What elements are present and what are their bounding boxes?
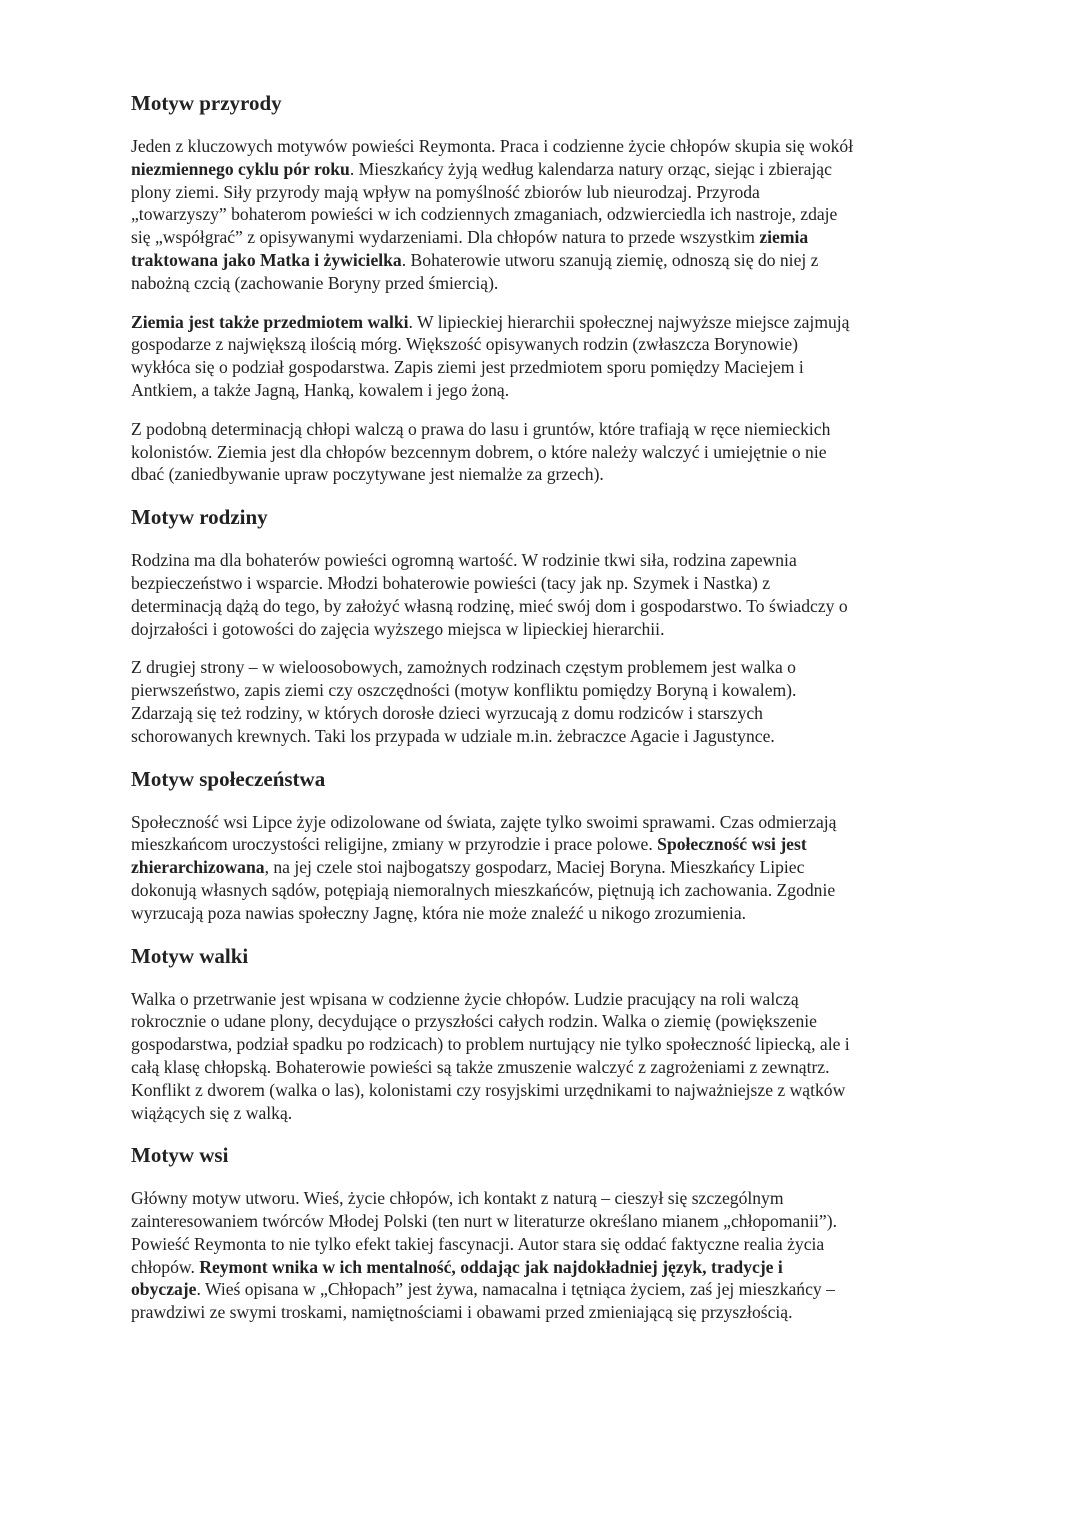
body-paragraph [131,418,951,486]
body-paragraph [131,549,951,640]
body-paragraph [131,1187,951,1324]
section-heading: Motyw rodziny [131,505,268,530]
body-paragraph [131,135,951,295]
section-heading: Motyw walki [131,943,249,968]
bold-text-run: Ziemia jest także przedmiotem walki [131,311,409,332]
body-paragraph [131,988,951,1125]
text-run: . W lipieckiej hierarchii społecznej najwyższe miejsce zajmują gospodarze z największą ilością mórg. Większość opisywanych rodzin (zwłaszcza Borynowie) wykłóca się o podział gospodarstwa. Zapis ziemi jest przedmiotem sporu pomiędzy Maciejem i Antkiem, a także Jagną, Hanką, kowalem i jego żoną. [131,311,850,400]
text-run: . Wieś opisana w „Chłopach” jest żywa, namacalna i tętniąca życiem, zaś jej mieszkańcy – prawdziwi ze swymi troskami, namiętnościami i obawami przed zmieniającą się przyszłością. [131,1279,835,1323]
section-heading: Motyw przyrody [131,91,282,115]
bold-text-run: niezmiennego cyklu pór roku [131,158,350,179]
section-heading: Motyw społeczeństwa [131,766,326,791]
text-run: Walka o przetrwanie jest wpisana w codzienne życie chłopów. Ludzie pracujący na roli walczą rokrocznie o udane plony, decydujące o przyszłości całych rodzin. Walka o ziemię (powiększenie gospodarstwa, podział spadku po rodzicach) to problem nurtujący nie tylko społeczność lipiecką, ale i całą klasę chłopską. Bohaterowie powieści są także zmuszenie walczyć z zagrożeniami z zewnątrz. Konflikt z dworem (walka o las), kolonistami czy rosyjskimi urzędnikami to najważniejsze z wątków wiążących się z walką. [131,988,850,1123]
text-run: Jeden z kluczowych motywów powieści Reymonta. Praca i codzienne życie chłopów skupia się wokół [131,136,854,156]
section-heading: Motyw wsi [131,1143,229,1168]
bold-text-run: ziemia traktowana jako Matka i żywicielka [131,227,809,270]
text-run: . Mieszkańcy żyją według kalendarza natury orząc, siejąc i zbierając plony ziemi. Siły przyrody mają wpływ na pomyślność zbiorów lub nieurodzaj. Przyroda „towarzyszy” bohaterom powieści w ich codziennych zmaganiach, odzwierciedla ich nastroje, zdaje się „współgrać” z opisywanymi wydarzeniami. Dla chłopów natura to przede wszystkim [131,158,838,248]
text-run: Główny motyw utworu. Wieś, życie chłopów, ich kontakt z naturą – cieszył się szczególnym zainteresowaniem twórców Młodej Polski (ten nurt w literaturze określano mianem „chłopomanii”). Powieść Reymonta to nie tylko efekt takiej fascynacji. Autor stara się oddać faktyczne realia życia chłopów. [131,1188,837,1277]
bold-text-run: Reymont wnika w ich mentalność, oddając jak najdokładniej język, tradycje i obyczaje [131,1256,783,1300]
body-paragraph [131,656,951,747]
text-run: , na jej czele stoi najbogatszy gospodarz, Maciej Boryna. Mieszkańcy Lipiec dokonują własnych sądów, potępiają niemoralnych mieszkańców, piętnują ich zachowania. Zgodnie wyrzucają poza nawias społeczny Jagnę, która nie może znaleźć u nikogo zrozumienia. [131,857,836,923]
text-run: Społeczność wsi Lipce żyje odizolowane od świata, zajęte tylko swoimi sprawami. Czas odmierzają mieszkańcom uroczystości religijne, zmiany w przyrodzie i prace polowe. [131,811,837,855]
text-run: . Bohaterowie utworu szanują ziemię, odnoszą się do niej z nabożną czcią (zachowanie Boryny przed śmiercią). [131,249,819,293]
body-paragraph [131,811,951,925]
text-run: Z drugiej strony – w wieloosobowych, zamożnych rodzinach częstym problemem jest walka o pierwszeństwo, zapis ziemi czy oszczędności (motyw konfliktu pomiędzy Boryną i kowalem). Zdarzają się też rodziny, w których dorosłe dzieci wyrzucają z domu rodziców i starszych schorowanych krewnych. Taki los przypada w udziale m.in. żebraczce Agacie i Jagustynce. [131,657,797,746]
body-paragraph [131,311,951,402]
document-page [131,88,951,1340]
text-run: Z podobną determinacją chłopi walczą o prawa do lasu i gruntów, które trafiają w ręce niemieckich kolonistów. Ziemia jest dla chłopów bezcennym dobrem, o które należy walczyć i umiejętnie o nie dbać (zaniedbywanie upraw poczytywane jest niemalże za grzech). [131,418,831,485]
bold-text-run: Społeczność wsi jest zhierarchizowana [131,834,807,878]
text-run: Rodzina ma dla bohaterów powieści ogromną wartość. W rodzinie tkwi siła, rodzina zapewnia bezpieczeństwo i wsparcie. Młodzi bohaterowie powieści (tacy jak np. Szymek i Nastka) z determinacją dążą do tego, by założyć własną rodzinę, mieć swój dom i gospodarstwo. To świadczy o dojrzałości i gotowości do zajęcia wyższego miejsca w lipieckiej hierarchii. [131,550,848,639]
